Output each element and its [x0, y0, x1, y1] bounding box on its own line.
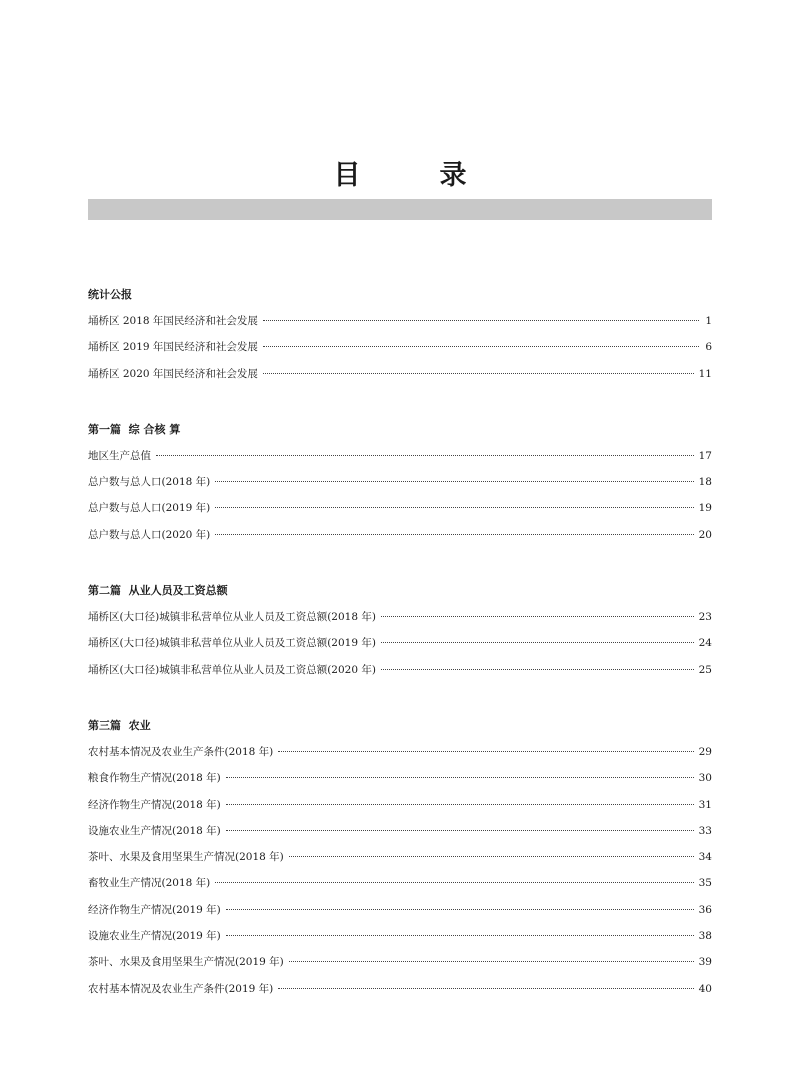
toc-entry-label: 茶叶、水果及食用坚果生产情况(2018 年) [88, 851, 284, 864]
dot-leader [263, 320, 699, 321]
dot-leader [278, 751, 693, 752]
dot-leader [226, 830, 694, 831]
toc-entry[interactable] [88, 980, 712, 1006]
toc-entry-page: 38 [698, 930, 712, 943]
toc-entry-label: 粮食作物生产情况(2018 年) [88, 772, 221, 785]
section-heading: 第二篇 从业人员及工资总额 [88, 584, 228, 598]
toc-entry-label: 埇桥区 2019 年国民经济和社会发展 [88, 341, 258, 354]
toc-entry-page: 23 [698, 611, 712, 624]
toc-entry[interactable] [88, 526, 712, 552]
toc-entry-label: 埇桥区(大口径)城镇非私营单位从业人员及工资总额(2019 年) [88, 637, 376, 650]
toc-entry-label: 埇桥区(大口径)城镇非私营单位从业人员及工资总额(2020 年) [88, 663, 376, 676]
toc-section-part-2 [88, 582, 712, 687]
toc-entry[interactable] [88, 874, 712, 900]
toc-entry-page: 34 [698, 851, 712, 864]
toc-entry-page: 36 [698, 903, 712, 916]
toc-entry-label: 埇桥区(大口径)城镇非私营单位从业人员及工资总额(2018 年) [88, 611, 376, 624]
toc-entry[interactable] [88, 312, 712, 338]
toc-entry-page: 24 [698, 637, 712, 650]
toc-entry-page: 1 [705, 315, 712, 327]
toc-entry-label: 设施农业生产情况(2019 年) [88, 930, 221, 943]
toc-entry-label: 畜牧业生产情况(2018 年) [88, 877, 211, 890]
section-heading: 第三篇 农业 [88, 718, 151, 732]
toc-entry[interactable] [88, 901, 712, 927]
toc-entry-page: 19 [698, 502, 712, 515]
toc-entry[interactable] [88, 743, 712, 769]
dot-leader [381, 669, 694, 670]
toc-entry-page: 40 [698, 982, 712, 995]
toc-entry[interactable] [88, 848, 712, 874]
toc-entry[interactable] [88, 338, 712, 364]
dot-leader [226, 935, 694, 936]
dot-leader [215, 882, 693, 883]
toc-entry-label: 经济作物生产情况(2018 年) [88, 798, 221, 811]
toc-entry-page: 30 [698, 772, 712, 785]
toc-entry-page: 11 [698, 367, 712, 380]
title-divider-bar [88, 199, 712, 220]
toc-entry[interactable] [88, 953, 712, 979]
toc-entry[interactable] [88, 447, 712, 473]
dot-leader [381, 616, 694, 617]
page-title: 目 录 [333, 160, 493, 191]
dot-leader [289, 856, 694, 857]
section-heading: 统计公报 [88, 288, 132, 301]
dot-leader [263, 373, 694, 374]
toc-entry-label: 茶叶、水果及食用坚果生产情况(2019 年) [88, 956, 284, 969]
toc-entry-page: 6 [705, 341, 712, 354]
toc-entry-page: 25 [698, 663, 712, 676]
section-heading: 第一篇 综 合核 算 [88, 422, 181, 436]
toc-entry-page: 35 [698, 877, 712, 890]
toc-entry[interactable] [88, 365, 712, 391]
toc-entry-label: 总户数与总人口(2020 年) [88, 528, 211, 541]
dot-leader [263, 346, 699, 347]
toc-entry-page: 20 [698, 528, 712, 541]
dot-leader [278, 988, 693, 989]
toc-entry-page: 31 [698, 798, 712, 811]
toc-entry[interactable] [88, 634, 712, 660]
dot-leader [289, 961, 694, 962]
toc-entry-label: 农村基本情况及农业生产条件(2019 年) [88, 982, 274, 995]
toc-section-part-3 [88, 717, 712, 1006]
dot-leader [156, 455, 694, 456]
toc-entry-page: 39 [698, 956, 712, 969]
toc-entry-page: 33 [698, 824, 712, 837]
dot-leader [215, 534, 693, 535]
toc-entry[interactable] [88, 927, 712, 953]
table-of-contents [88, 286, 712, 1036]
toc-entry-label: 总户数与总人口(2019 年) [88, 502, 211, 515]
toc-entry[interactable] [88, 796, 712, 822]
toc-entry-label: 农村基本情况及农业生产条件(2018 年) [88, 745, 274, 758]
toc-entry[interactable] [88, 822, 712, 848]
dot-leader [215, 507, 693, 508]
toc-entry[interactable] [88, 769, 712, 795]
toc-entry-label: 埇桥区 2018 年国民经济和社会发展 [88, 315, 258, 327]
toc-section-part-1 [88, 421, 712, 552]
toc-entry-label: 埇桥区 2020 年国民经济和社会发展 [88, 367, 258, 380]
toc-entry[interactable] [88, 499, 712, 525]
toc-entry-label: 地区生产总值 [88, 449, 151, 462]
toc-section-bulletin [88, 286, 712, 391]
toc-entry[interactable] [88, 473, 712, 499]
toc-entry[interactable] [88, 608, 712, 634]
toc-entry-label: 总户数与总人口(2018 年) [88, 476, 211, 489]
toc-entry-label: 设施农业生产情况(2018 年) [88, 824, 221, 837]
toc-entry-page: 17 [698, 449, 712, 462]
toc-entry-page: 29 [698, 745, 712, 758]
toc-entry[interactable] [88, 661, 712, 687]
toc-entry-label: 经济作物生产情况(2019 年) [88, 903, 221, 916]
dot-leader [226, 777, 694, 778]
toc-entry-page: 18 [698, 476, 712, 489]
dot-leader [215, 481, 693, 482]
dot-leader [226, 909, 694, 910]
dot-leader [381, 642, 694, 643]
dot-leader [226, 804, 694, 805]
